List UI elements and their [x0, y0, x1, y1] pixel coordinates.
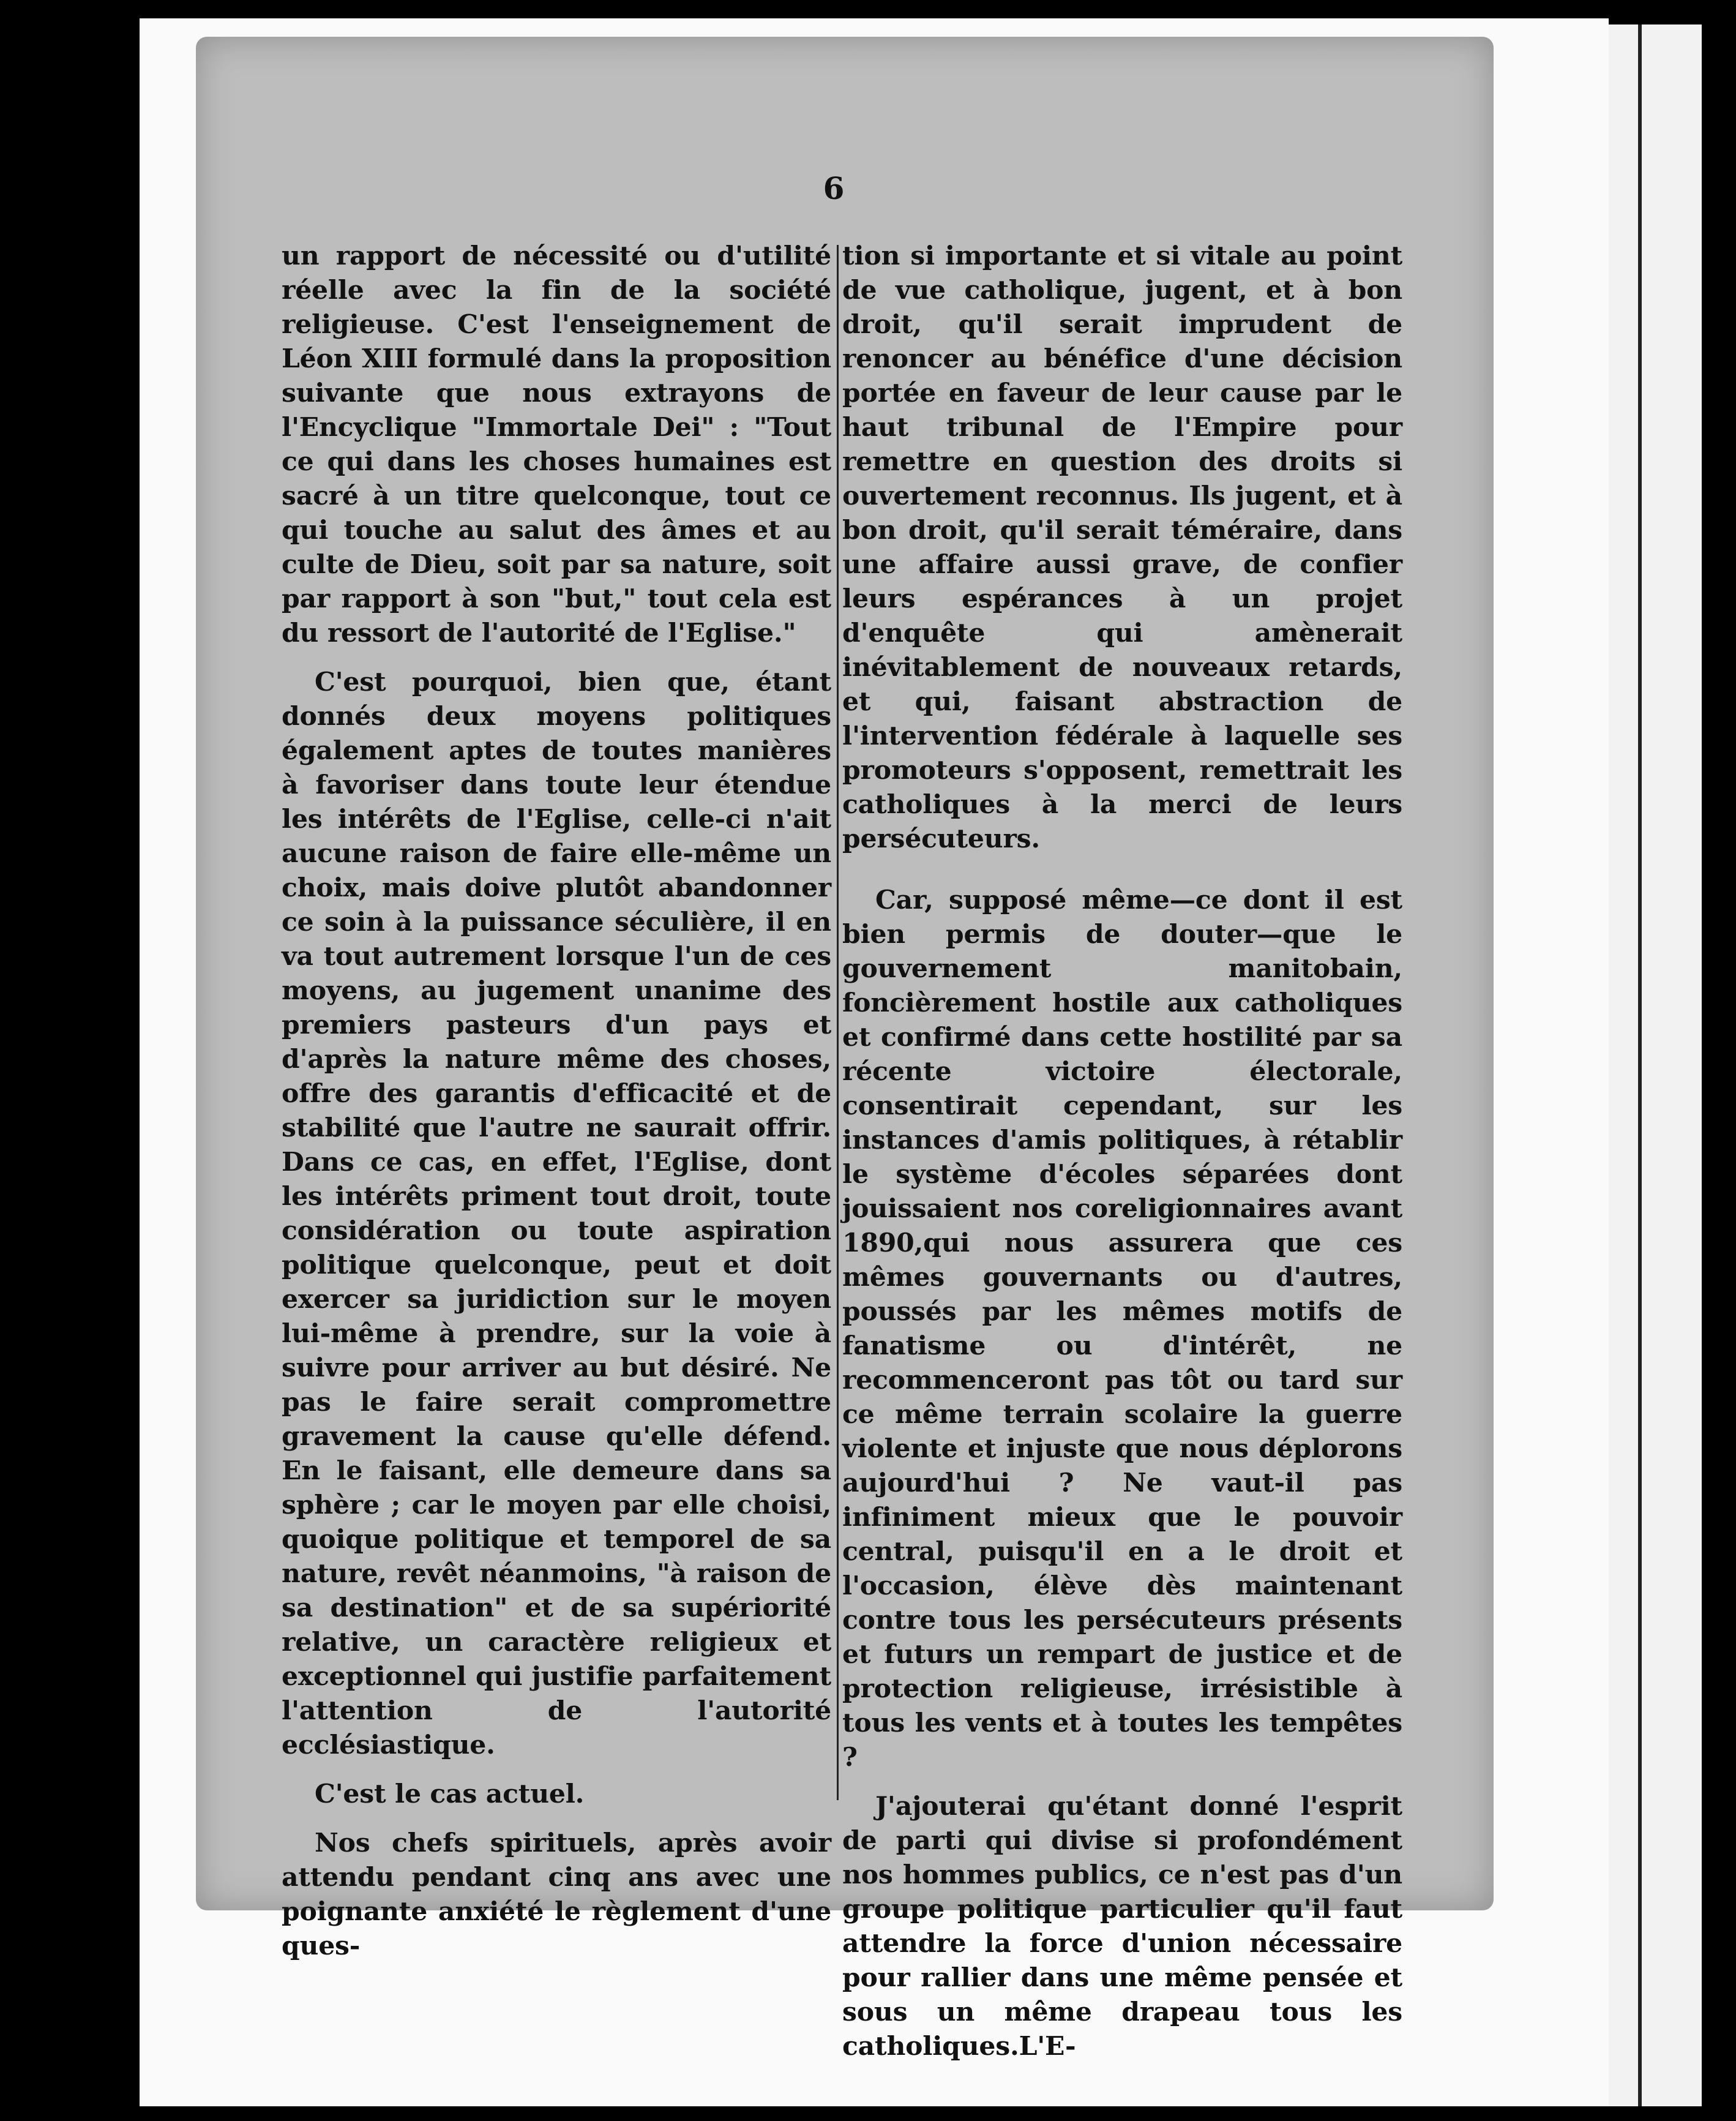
page-number: 6	[823, 170, 845, 206]
left-paragraph-1: un rapport de nécessité ou d'utilité réelle avec la fin de la société religieuse. C'est l'enseignement de Léon XIII formulé dans la proposition suivante que nous extrayons de l'Encyclique "Immortale Dei" : "Tout ce qui dans les choses humaines est sacré à un titre quelconque, tout ce qui touche au salut des âmes et au culte de Dieu, soit par sa nature, soit par rapport à son "but," tout cela est du ressort de l'autorité de l'Eglise."	[282, 241, 831, 648]
left-paragraph-3: C'est le cas actuel.	[315, 1779, 585, 1809]
left-column	[282, 239, 831, 1978]
right-column	[842, 239, 1402, 2078]
adjacent-sheet-shadow	[1638, 24, 1642, 2106]
right-paragraph-2: Car, supposé même—ce dont il est bien permis de douter—que le gouvernement manitobain, foncièrement hostile aux catholiques et confirmé dans cette hostilité par sa récente victoire électorale, consentirait cependant, sur les instances d'amis politiques, à rétablir le système d'écoles séparées dont jouissaient nos coreligionnaires avant 1890,qui nous assurera que ces mêmes gouvernants ou d'autres, poussés par les mêmes motifs de fanatisme ou d'intérêt, ne recommenceront pas tôt ou tard sur ce même terrain scolaire la guerre violente et injuste que nous déplorons aujourd'hui ? Ne vaut-il pas infiniment mieux que le pouvoir central, puisqu'il en a le droit et l'occasion, élève dès maintenant contre tous les persécuteurs présents et futurs un rempart de justice et de protection religieuse, irrésistible à tous les vents et à toutes les tempêtes ?	[842, 885, 1402, 1773]
column-divider	[837, 245, 839, 1800]
right-paragraph-1: tion si importante et si vitale au point de vue catholique, jugent, et à bon droit, qu'il serait imprudent de renoncer au bénéfice d'une décision portée en faveur de leur cause par le haut tribunal de l'Empire pour remettre en question des droits si ouvertement reconnus. Ils jugent, et à bon droit, qu'il serait téméraire, dans une affaire aussi grave, de confier leurs espérances à un projet d'enquête qui amènerait inévitablement de nouveaux retards, et qui, faisant abstraction de l'intervention fédérale à laquelle ses promoteurs s'opposent, remettrait les catholiques à la merci de leurs persécuteurs.	[842, 241, 1402, 854]
left-paragraph-4: Nos chefs spirituels, après avoir attendu pendant cinq ans avec une poignante anxiété le règlement d'une ques-	[282, 1828, 831, 1961]
left-paragraph-2: C'est pourquoi, bien que, étant donnés deux moyens politiques également aptes de toutes manières à favoriser dans toute leur étendue les intérêts de l'Eglise, celle-ci n'ait aucune raison de faire elle-même un choix, mais doive plutôt abandonner ce soin à la puissance séculière, il en va tout autrement lorsque l'un de ces moyens, au jugement unanime des premiers pasteurs d'un pays et d'après la nature même des choses, offre des garantis d'efficacité et de stabilité que l'autre ne saurait offrir. Dans ce cas, en effet, l'Eglise, dont les intérêts priment tout droit, toute considération ou toute aspiration politique quelconque, peut et doit exercer sa juridiction sur le moyen lui-même à prendre, sur la voie à suivre pour arriver au but désiré. Ne pas le faire serait compromettre gravement la cause qu'elle défend. En le faisant, elle demeure dans sa sphère ; car le moyen par elle choisi, quoique politique et temporel de sa nature, revêt néanmoins, "à raison de sa destination" et de sa supériorité relative, un caractère religieux et exceptionnel qui justifie parfaitement l'attention de l'autorité ecclésiastique.	[282, 667, 831, 1760]
right-paragraph-3: J'ajouterai qu'étant donné l'esprit de parti qui divise si profondément nos hommes publics, ce n'est pas d'un groupe politique particulier qu'il faut attendre la force d'union nécessaire pour rallier dans une même pensée et sous un même drapeau tous les catholiques.L'E-	[842, 1791, 1402, 2062]
adjacent-sheet-edge	[1604, 24, 1702, 2106]
